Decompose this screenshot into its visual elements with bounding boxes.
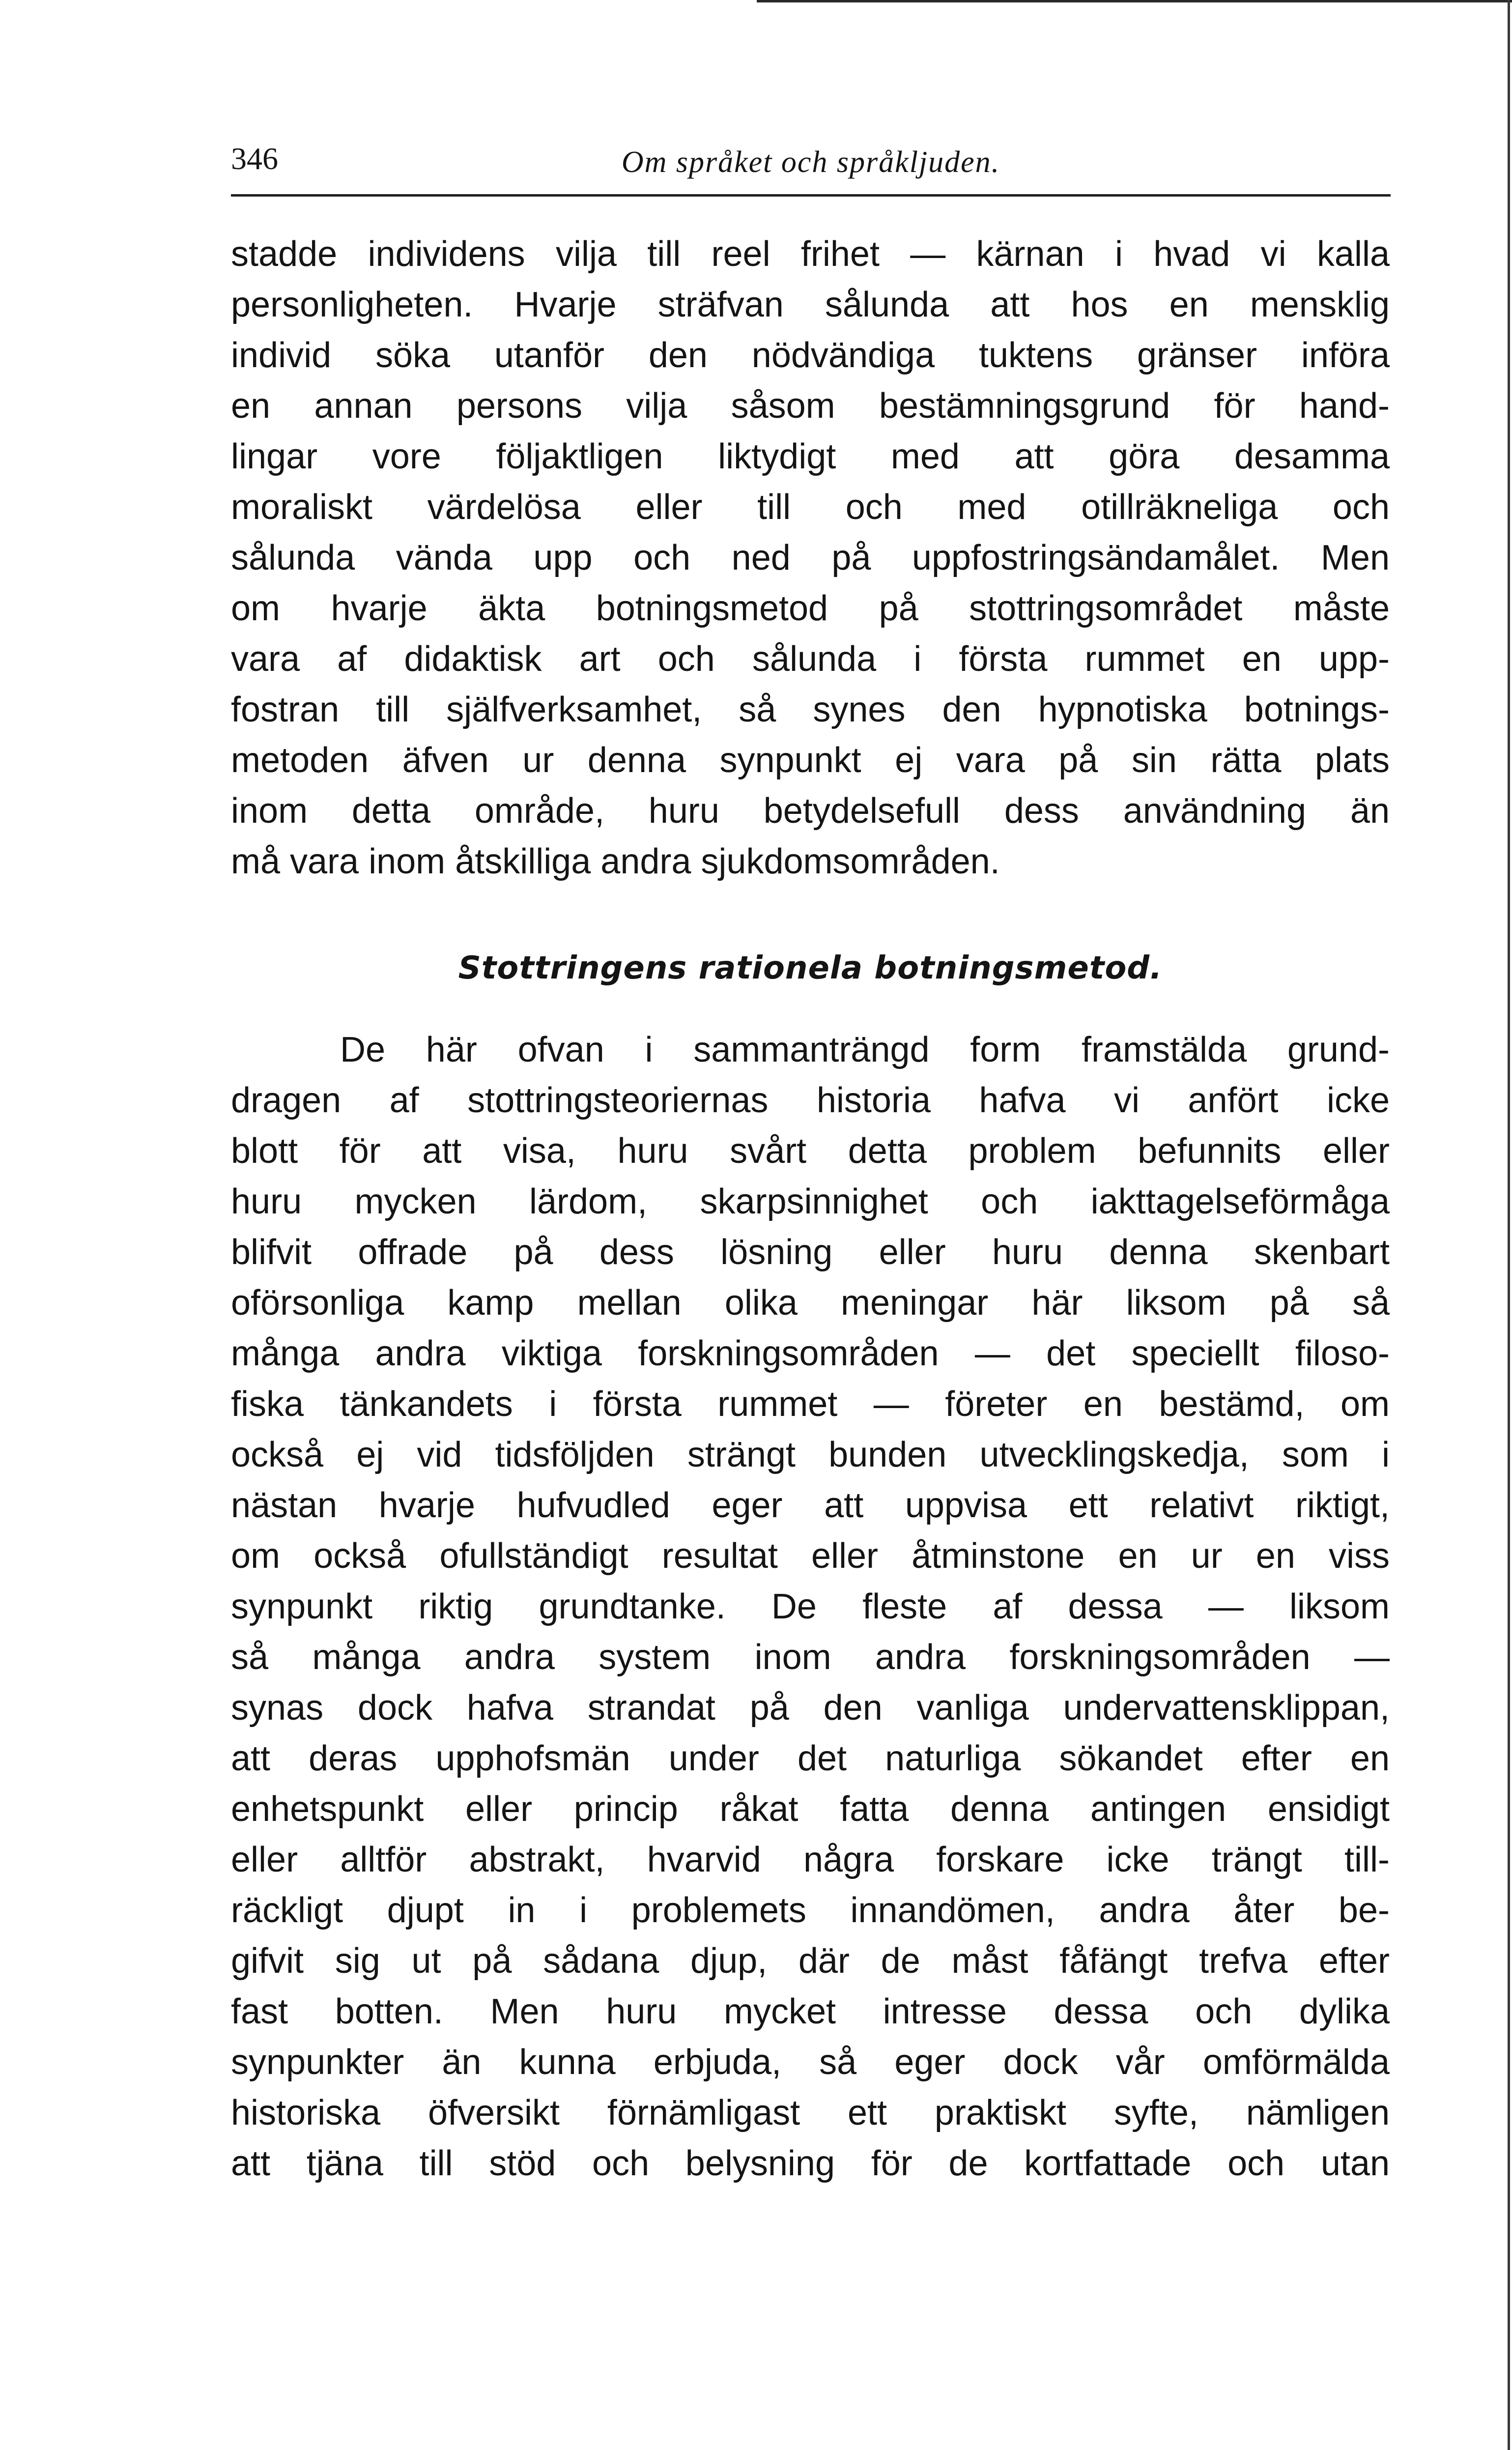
paragraph-main bbox=[231, 1025, 1390, 2189]
text-line: individ söka utanför den nödvändiga tuktens gränser införa bbox=[231, 336, 1390, 375]
header-rule bbox=[231, 194, 1391, 197]
text-line: inom detta område, huru betydelsefull dess användning än bbox=[231, 791, 1390, 831]
text-line: också ej vid tidsföljden strängt bunden utvecklingskedja, som i bbox=[231, 1435, 1390, 1474]
text-line: vara af didaktisk art och sålunda i första rummet en upp- bbox=[231, 639, 1390, 679]
text-line: blifvit offrade på dess lösning eller huru denna skenbart bbox=[231, 1233, 1390, 1272]
text-line: stadde individens vilja till reel frihet — kärnan i hvad vi kalla bbox=[231, 234, 1390, 274]
text-line: personligheten. Hvarje sträfvan sålunda att hos en mensklig bbox=[231, 285, 1390, 324]
text-line: historiska öfversikt förnämligast ett praktiskt syfte, nämligen bbox=[231, 2093, 1390, 2133]
running-head bbox=[231, 140, 1391, 194]
text-line: må vara inom åtskilliga andra sjukdomsområden. bbox=[231, 842, 1000, 881]
text-line: eller alltför abstrakt, hvarvid några forskare icke trängt till- bbox=[231, 1840, 1390, 1879]
scan-right-edge bbox=[1508, 0, 1510, 2450]
text-line: fast botten. Men huru mycket intresse dessa och dylika bbox=[231, 1992, 1390, 2031]
text-line: en annan persons vilja såsom bestämningsgrund för hand- bbox=[231, 386, 1390, 426]
text-line: att tjäna till stöd och belysning för de kortfattade och utan bbox=[231, 2144, 1390, 2183]
text-line: gifvit sig ut på sådana djup, där de måst fåfängt trefva efter bbox=[231, 1941, 1390, 1981]
scan-top-edge bbox=[757, 0, 1512, 2]
text-line: enhetspunkt eller princip råkat fatta denna antingen ensidigt bbox=[231, 1789, 1390, 1829]
text-line: metoden äfven ur denna synpunkt ej vara på sin rätta plats bbox=[231, 741, 1390, 780]
paragraph-continuation bbox=[231, 229, 1390, 887]
text-line: huru mycken lärdom, skarpsinnighet och iakttagelseförmåga bbox=[231, 1182, 1390, 1221]
text-line: räckligt djupt in i problemets innandömen, andra åter be- bbox=[231, 1891, 1390, 1930]
text-line: moraliskt värdelösa eller till och med otillräkneliga och bbox=[231, 488, 1390, 527]
text-line: om hvarje äkta botningsmetod på stottringsområdet måste bbox=[231, 589, 1390, 628]
text-line: synas dock hafva strandat på den vanliga undervattensklippan, bbox=[231, 1688, 1390, 1728]
text-line: blott för att visa, huru svårt detta problem befunnits eller bbox=[231, 1131, 1390, 1171]
text-line: fiska tänkandets i första rummet — företer en bestämd, om bbox=[231, 1384, 1390, 1424]
text-line: så många andra system inom andra forskningsområden — bbox=[231, 1638, 1390, 1677]
text-line: om också ofullständigt resultat eller åtminstone en ur en viss bbox=[231, 1536, 1390, 1576]
text-line: sålunda vända upp och ned på uppfostringsändamålet. Men bbox=[231, 538, 1390, 577]
text-line: synpunkter än kunna erbjuda, så eger dock vår omförmälda bbox=[231, 2043, 1390, 2082]
text-line: lingar vore följaktligen liktydigt med att göra desamma bbox=[231, 437, 1390, 476]
running-title: Om språket och språkljuden. bbox=[621, 145, 1000, 179]
text-line: fostran till själfverksamhet, så synes den hypnotiska botnings- bbox=[231, 690, 1390, 729]
text-line: många andra viktiga forskningsområden — det speciellt filoso- bbox=[231, 1334, 1390, 1373]
page-number: 346 bbox=[231, 141, 278, 176]
text-line: oförsonliga kamp mellan olika meningar här liksom på så bbox=[231, 1283, 1390, 1323]
text-line: dragen af stottringsteoriernas historia hafva vi anfört icke bbox=[231, 1081, 1390, 1120]
text-line: att deras upphofsmän under det naturliga sökandet efter en bbox=[231, 1739, 1390, 1778]
text-line: De här ofvan i sammanträngd form framstälda grund- bbox=[340, 1030, 1390, 1069]
text-line: synpunkt riktig grundtanke. De fleste af dessa — liksom bbox=[231, 1587, 1390, 1626]
text-line: nästan hvarje hufvudled eger att uppvisa ett relativt riktigt, bbox=[231, 1486, 1390, 1525]
section-heading: Stottringens rationela botningsmetod. bbox=[458, 950, 1163, 986]
